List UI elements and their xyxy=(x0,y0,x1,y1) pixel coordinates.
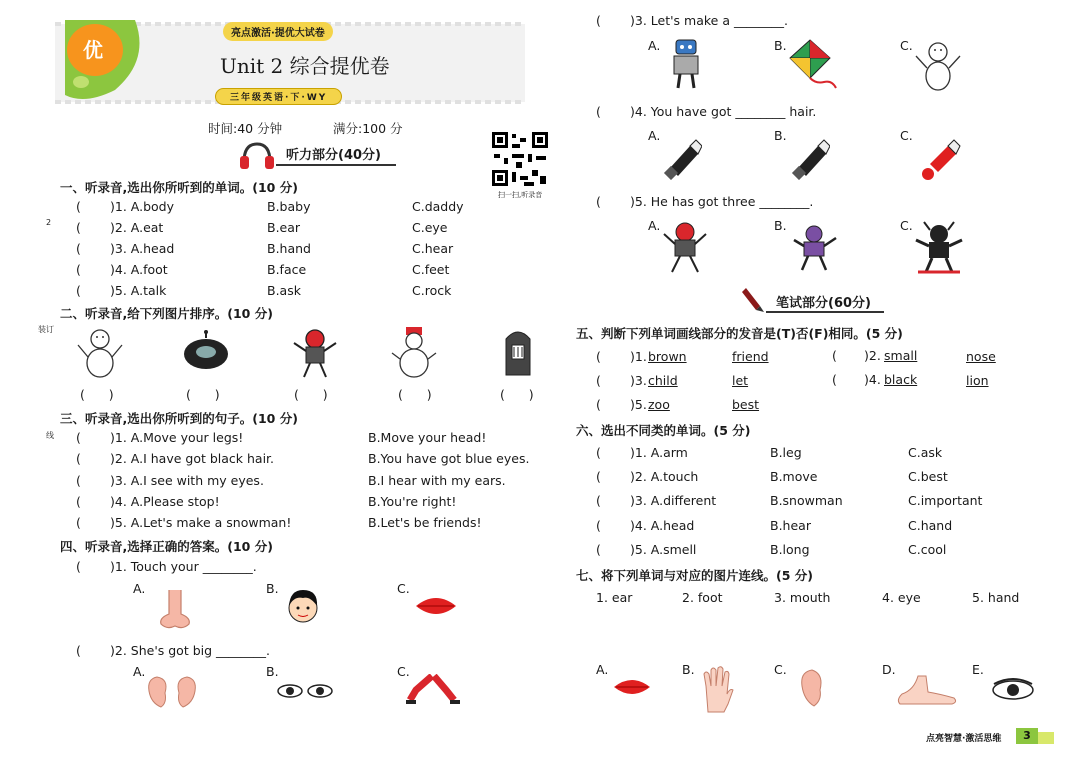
option-b: B.ear xyxy=(267,220,301,235)
option-b-label: B. xyxy=(266,581,279,596)
option-a: )3. A.different xyxy=(630,493,717,509)
answer-paren[interactable]: ( xyxy=(76,493,105,509)
option-a-label: A. xyxy=(648,128,661,143)
option-a-label: A. xyxy=(648,38,661,53)
match-word[interactable]: 2. foot xyxy=(682,590,723,605)
sentence-a: )5. A.Let's make a snowman! xyxy=(110,515,292,531)
order-paren[interactable]: ( ) xyxy=(500,387,534,402)
margin-mark: 装订 xyxy=(38,325,54,334)
ear-picture[interactable] xyxy=(798,668,824,708)
match-letter: C. xyxy=(774,662,787,677)
sentence-a: )1. A.Move your legs! xyxy=(110,430,244,445)
part7-title: 七、将下列单词与对应的图片连线。(5 分) xyxy=(576,568,813,583)
writing-underline xyxy=(766,311,884,313)
item-label: )5. xyxy=(630,397,647,412)
sentence-a: )4. A.Please stop! xyxy=(110,493,220,509)
page-tab-decoration xyxy=(1038,732,1054,744)
snowman-outline-picture xyxy=(76,325,124,380)
eye-picture[interactable] xyxy=(990,676,1036,702)
option-a-label: A. xyxy=(133,581,146,596)
face-picture xyxy=(282,586,324,626)
mouth-picture xyxy=(414,594,458,618)
part1-title: 一、听录音,选出你所听到的单词。(10 分) xyxy=(60,180,298,195)
answer-paren[interactable]: ( xyxy=(832,348,861,363)
match-letter: E. xyxy=(972,662,984,677)
answer-paren[interactable]: ( xyxy=(76,199,105,214)
robot-ball-picture xyxy=(180,330,232,372)
qr-caption: 扫一扫,听录音 xyxy=(498,191,543,199)
order-paren[interactable]: ( ) xyxy=(294,387,328,402)
answer-paren[interactable]: ( xyxy=(596,469,625,485)
robot-picture xyxy=(498,325,538,380)
monster-picture xyxy=(790,222,840,272)
word-1: small xyxy=(884,348,918,363)
footer-slogan: 点亮智慧·激活思维 xyxy=(926,734,1002,744)
option-c-label: C. xyxy=(900,38,913,53)
answer-paren[interactable]: ( xyxy=(596,517,625,533)
match-word[interactable]: 1. ear xyxy=(596,590,633,605)
qr-code-icon xyxy=(490,130,550,188)
exam-time: 时间:40 分钟 xyxy=(208,121,283,136)
part6-title: 六、选出不同类的单词。(5 分) xyxy=(576,423,751,438)
option-a: )4. A.head xyxy=(630,517,695,533)
question-text: )1. Touch your ________. xyxy=(110,559,257,574)
part5-title: 五、判断下列单词画线部分的发音是(T)否(F)相同。(5 分) xyxy=(576,326,903,341)
option-b: B.long xyxy=(770,541,810,557)
item-label: )2. xyxy=(864,348,881,363)
word-2: nose xyxy=(966,349,996,364)
option-a: )1. A.arm xyxy=(630,445,688,460)
match-letter: A. xyxy=(596,662,609,677)
question-text: )5. He has got three ________. xyxy=(630,194,814,209)
answer-paren[interactable]: ( xyxy=(596,445,625,460)
answer-paren[interactable]: ( xyxy=(596,493,625,509)
option-b: B.baby xyxy=(267,199,311,214)
answer-paren[interactable]: ( xyxy=(596,194,625,209)
margin-mark: 线 xyxy=(46,431,54,440)
option-a: )3. A.head xyxy=(110,241,175,256)
order-paren[interactable]: ( ) xyxy=(80,387,114,402)
sentence-b: B.You have got blue eyes. xyxy=(368,451,530,467)
match-word[interactable]: 3. mouth xyxy=(774,590,831,605)
answer-paren[interactable]: ( xyxy=(596,397,625,412)
option-b: B.ask xyxy=(267,283,301,298)
top-tag: 亮点激活·提优大试卷 xyxy=(223,22,333,41)
snowman-outline-picture xyxy=(912,38,964,92)
option-c: C.rock xyxy=(412,283,452,298)
answer-paren[interactable]: ( xyxy=(596,373,625,388)
legs-picture xyxy=(406,674,460,708)
option-b: B.snowman xyxy=(770,493,843,509)
page-number: 3 xyxy=(1016,728,1038,744)
option-c-label: C. xyxy=(397,581,410,596)
eyes-picture xyxy=(276,682,334,700)
nose-picture xyxy=(155,588,195,632)
sentence-a: )3. A.I see with my eyes. xyxy=(110,472,264,488)
sentence-a: )2. A.I have got black hair. xyxy=(110,451,275,467)
word-1: zoo xyxy=(648,397,670,412)
margin-mark: 2 xyxy=(46,218,52,227)
sentence-b: B.I hear with my ears. xyxy=(368,472,506,488)
item-label: )4. xyxy=(864,372,881,387)
answer-paren[interactable]: ( xyxy=(832,372,861,387)
paint-tube-picture xyxy=(662,138,702,180)
question-text: )2. She's got big ________. xyxy=(110,643,270,658)
option-c-label: C. xyxy=(900,218,913,233)
writing-title: 笔试部分(60分) xyxy=(776,296,871,311)
question-text: )3. Let's make a ________. xyxy=(630,13,788,28)
badge-text: 优 xyxy=(83,38,103,62)
item-label: )1. xyxy=(630,349,647,364)
answer-paren[interactable]: ( xyxy=(76,241,105,256)
option-b: B.face xyxy=(267,262,307,277)
robot-toy-picture xyxy=(668,38,704,90)
answer-paren[interactable]: ( xyxy=(76,283,105,298)
option-b-label: B. xyxy=(266,664,279,679)
word-2: let xyxy=(732,373,749,388)
paint-tube-picture xyxy=(918,138,962,182)
match-word[interactable]: 4. eye xyxy=(882,590,921,605)
sentence-b: B.Let's be friends! xyxy=(368,515,482,531)
headphones-icon xyxy=(238,140,276,174)
hand-picture[interactable] xyxy=(700,664,734,714)
word-2: best xyxy=(732,397,760,412)
answer-paren[interactable]: ( xyxy=(596,349,625,364)
monster-picture xyxy=(290,325,340,380)
option-c: C.cool xyxy=(908,541,947,557)
option-b: B.hand xyxy=(267,241,311,256)
ears-picture xyxy=(145,673,201,711)
word-2: friend xyxy=(732,349,769,364)
option-b-label: B. xyxy=(774,128,787,143)
qr-code[interactable] xyxy=(490,130,550,192)
answer-paren[interactable]: ( xyxy=(76,643,105,658)
listening-underline xyxy=(276,164,396,166)
word-2: lion xyxy=(966,373,989,388)
paint-tube-picture xyxy=(790,138,830,180)
match-letter: B. xyxy=(682,662,695,677)
option-c-label: C. xyxy=(900,128,913,143)
option-a-label: A. xyxy=(133,664,146,679)
sentence-b: B.Move your head! xyxy=(368,430,487,445)
item-label: )3. xyxy=(630,373,647,388)
answer-paren[interactable]: ( xyxy=(76,451,105,467)
answer-paren[interactable]: ( xyxy=(76,559,105,574)
option-a-label: A. xyxy=(648,218,661,233)
option-b: B.hear xyxy=(770,517,811,533)
monster-picture xyxy=(660,220,710,274)
option-b-label: B. xyxy=(774,38,787,53)
option-b: B.leg xyxy=(770,445,802,460)
option-b-label: B. xyxy=(774,218,787,233)
question-text: )4. You have got ________ hair. xyxy=(630,104,817,119)
option-c: C.best xyxy=(908,469,948,485)
foot-picture[interactable] xyxy=(896,674,960,706)
monster-picture xyxy=(912,218,966,274)
mouth-picture[interactable] xyxy=(612,676,652,698)
part4-title: 四、听录音,选择正确的答案。(10 分) xyxy=(60,539,273,554)
order-paren[interactable]: ( ) xyxy=(186,387,220,402)
page-title: Unit 2 综合提优卷 xyxy=(220,54,390,78)
option-c: C.ask xyxy=(908,445,943,460)
part2-title: 二、听录音,给下列图片排序。(10 分) xyxy=(60,306,273,321)
answer-paren[interactable]: ( xyxy=(596,541,625,557)
match-word[interactable]: 5. hand xyxy=(972,590,1020,605)
listening-title: 听力部分(40分) xyxy=(286,148,381,163)
option-c: C.hand xyxy=(908,517,953,533)
option-c: C.feet xyxy=(412,262,450,277)
word-1: brown xyxy=(648,349,687,364)
exam-score: 满分:100 分 xyxy=(333,121,403,136)
option-a: )4. A.foot xyxy=(110,262,168,277)
grade-tag: 三年级英语·下·WY xyxy=(215,88,342,105)
option-a: )2. A.touch xyxy=(630,469,699,485)
match-letter: D. xyxy=(882,662,896,677)
option-b: B.move xyxy=(770,469,818,485)
option-c: C.hear xyxy=(412,241,454,256)
answer-paren[interactable]: ( xyxy=(76,220,105,235)
option-a: )5. A.smell xyxy=(630,541,697,557)
kite-picture xyxy=(786,38,840,90)
header-banner xyxy=(55,20,525,110)
option-a: )2. A.eat xyxy=(110,220,164,235)
answer-paren[interactable]: ( xyxy=(76,262,105,277)
option-a: )1. A.body xyxy=(110,199,174,214)
sentence-b: B.You're right! xyxy=(368,493,457,509)
answer-paren[interactable]: ( xyxy=(596,104,625,119)
answer-paren[interactable]: ( xyxy=(596,13,625,28)
pencil-icon xyxy=(742,284,766,318)
order-paren[interactable]: ( ) xyxy=(398,387,432,402)
word-1: child xyxy=(648,373,678,388)
option-a: )5. A.talk xyxy=(110,283,167,298)
snowman-hat-picture xyxy=(390,325,438,380)
option-c: C.eye xyxy=(412,220,448,235)
word-1: black xyxy=(884,372,918,387)
option-c: C.important xyxy=(908,493,983,509)
answer-paren[interactable]: ( xyxy=(76,430,105,445)
option-c-label: C. xyxy=(397,664,410,679)
part3-title: 三、听录音,选出你所听到的句子。(10 分) xyxy=(60,411,298,426)
option-c: C.daddy xyxy=(412,199,464,214)
answer-paren[interactable]: ( xyxy=(76,472,105,488)
answer-paren[interactable]: ( xyxy=(76,515,105,531)
